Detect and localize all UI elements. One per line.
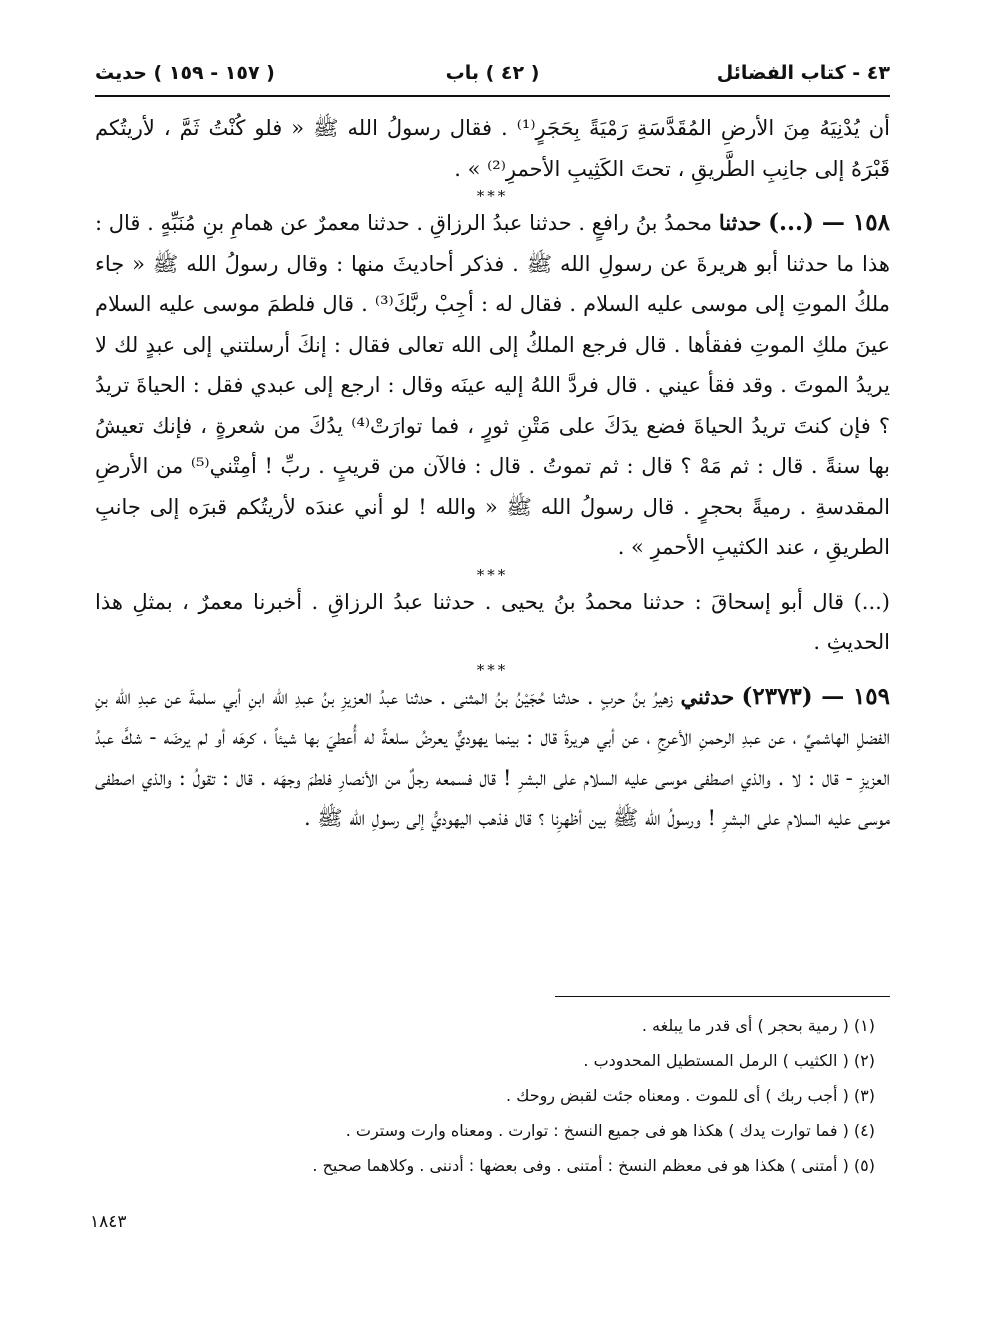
header-hadith-range: ( ١٥٧ - ١٥٩ ) حديث xyxy=(95,62,275,84)
paragraph-continuation: أن يُدْنِيَهُ مِنَ الأرضِ المُقَدَّسَةِ رَمْيَةً بِحَجَرٍ⁽¹⁾ . فقال رسولُ الله ﷺ « فلو كُنْتُ ثَمَّ ، لأريتُكم قَبْرَهُ إلى جانِبِ الطَّريقِ ، تحتَ الكَثِيبِ الأحمرِ⁽²⁾ » . xyxy=(95,116,890,181)
narration-opening: حدثني xyxy=(680,683,735,709)
footnote: (٥) ( أمتنى ) هكذا هو فى معظم النسخ : أمتنى . وفى بعضها : أدننى . وكلاهما صحيح . xyxy=(312,1156,875,1175)
header-chapter: ( ٤٢ ) باب xyxy=(445,62,540,84)
footnote: (٢) ( الكثيب ) الرمل المستطيل المحدودب . xyxy=(583,1051,875,1070)
hadith-variant: (...) قال أبو إسحاقَ : حدثنا محمدُ بنُ يحيى . حدثنا عبدُ الرزاقِ . أخبرنا معمرٌ ، بمثلِ هذا الحديثِ . xyxy=(95,589,890,654)
hadith-number: ١٥٩ — (٢٣٧٣) xyxy=(741,682,890,710)
header-divider xyxy=(95,95,890,97)
page-number: ١٨٤٣ xyxy=(90,1212,127,1232)
footnotes xyxy=(95,1008,875,1183)
hadith-text: محمدُ بنُ رافعٍ . حدثنا عبدُ الرزاقِ . حدثنا معمرٌ عن همامِ بنِ مُنَبِّهٍ . قال : هذا ما حدثنا أبو هريرةَ عن رسولِ الله ﷺ . فذكر أحاديثَ منها : وقال رسولُ الله ﷺ « جاء ملكُ الموتِ إلى موسى عليه السلام . فقال له : أجِبْ ربَّكَ⁽³⁾ . قال فلطمَ موسى عليه السلام عينَ ملكِ الموتِ ففقأها . قال فرجع الملكُ إلى الله تعالى فقال : إنكَ أرسلتني إلى عبدٍ لك لا يريدُ الموتَ . وقد فقأ عيني . قال فردَّ اللهُ إليه عينَه وقال : ارجع إلى عبدي فقل : الحياةَ تريدُ ؟ فإن كنتَ تريدُ الحياةَ فضع يدَكَ على مَتْنِ ثورٍ ، فما توارَتْ⁽⁴⁾ يدُكَ من شعرةٍ ، فإنك تعيشُ بها سنةً . قال : ثم مَهْ ؟ قال : ثم تموتُ . قال : فالآن من قريبٍ . ربِّ ! أمِتْني⁽⁵⁾ من الأرضِ المقدسةِ . رميةً بحجرٍ . قال رسولُ الله ﷺ « والله ! لو أني عندَه لأريتُكم قبرَه إلى جانبِ الطريقِ ، عند الكثيبِ الأحمرِ » . xyxy=(95,211,890,559)
running-header xyxy=(95,58,890,94)
hadith-text: زهيرُ بنُ حربٍ . حدثنا حُجَيْنُ بنُ المثنى . حدثنا عبدُ العزيزِ بنُ عبدِ الله ابنِ أبي سلمةَ عن عبدِ الله بنِ الفضلِ الهاشميِّ ، عن عبدِ الرحمنِ الأعرجِ ، عن أبي هريرةَ قال : بينما يهوديٌّ يعرضُ سلعةً له أُعطيَ بها شيئاً ، كرهَه أو لم يرضَه - شكَّ عبدُ العزيزِ - قال : لا . والذي اصطفى موسى عليه السلام على البشرِ ! قال فسمعه رجلٌ من الأنصارِ فلطمَ وجهَه . قال : تقولُ : والذي اصطفى موسى عليه السلام على البشرِ ! ورسولُ الله ﷺ بين أظهرِنا ؟ قال فذهب اليهوديُّ إلى رسولِ الله ﷺ . xyxy=(95,684,890,830)
hadith-159 xyxy=(95,677,890,839)
narration-opening: حدثنا xyxy=(718,210,762,235)
section-separator: *** xyxy=(476,660,509,679)
main-text xyxy=(95,108,890,839)
footnote: (٣) ( أجب ربك ) أى للموت . ومعناه جئت لقبض روحك . xyxy=(506,1086,875,1105)
footnote-divider xyxy=(555,996,890,997)
section-separator: *** xyxy=(476,565,509,584)
footnote: (١) ( رمية بحجر ) أى قدر ما يبلغه . xyxy=(641,1016,875,1035)
footnote: (٤) ( فما توارت يدك ) هكذا هو فى جميع النسخ : توارت . ومعناه وارت وسترت . xyxy=(345,1121,875,1140)
hadith-number: ١٥٨ — (...) xyxy=(768,209,890,236)
section-separator: *** xyxy=(476,187,509,205)
hadith-158 xyxy=(95,203,890,568)
header-book-title: ٤٣ - كتاب الفضائل xyxy=(716,62,890,84)
